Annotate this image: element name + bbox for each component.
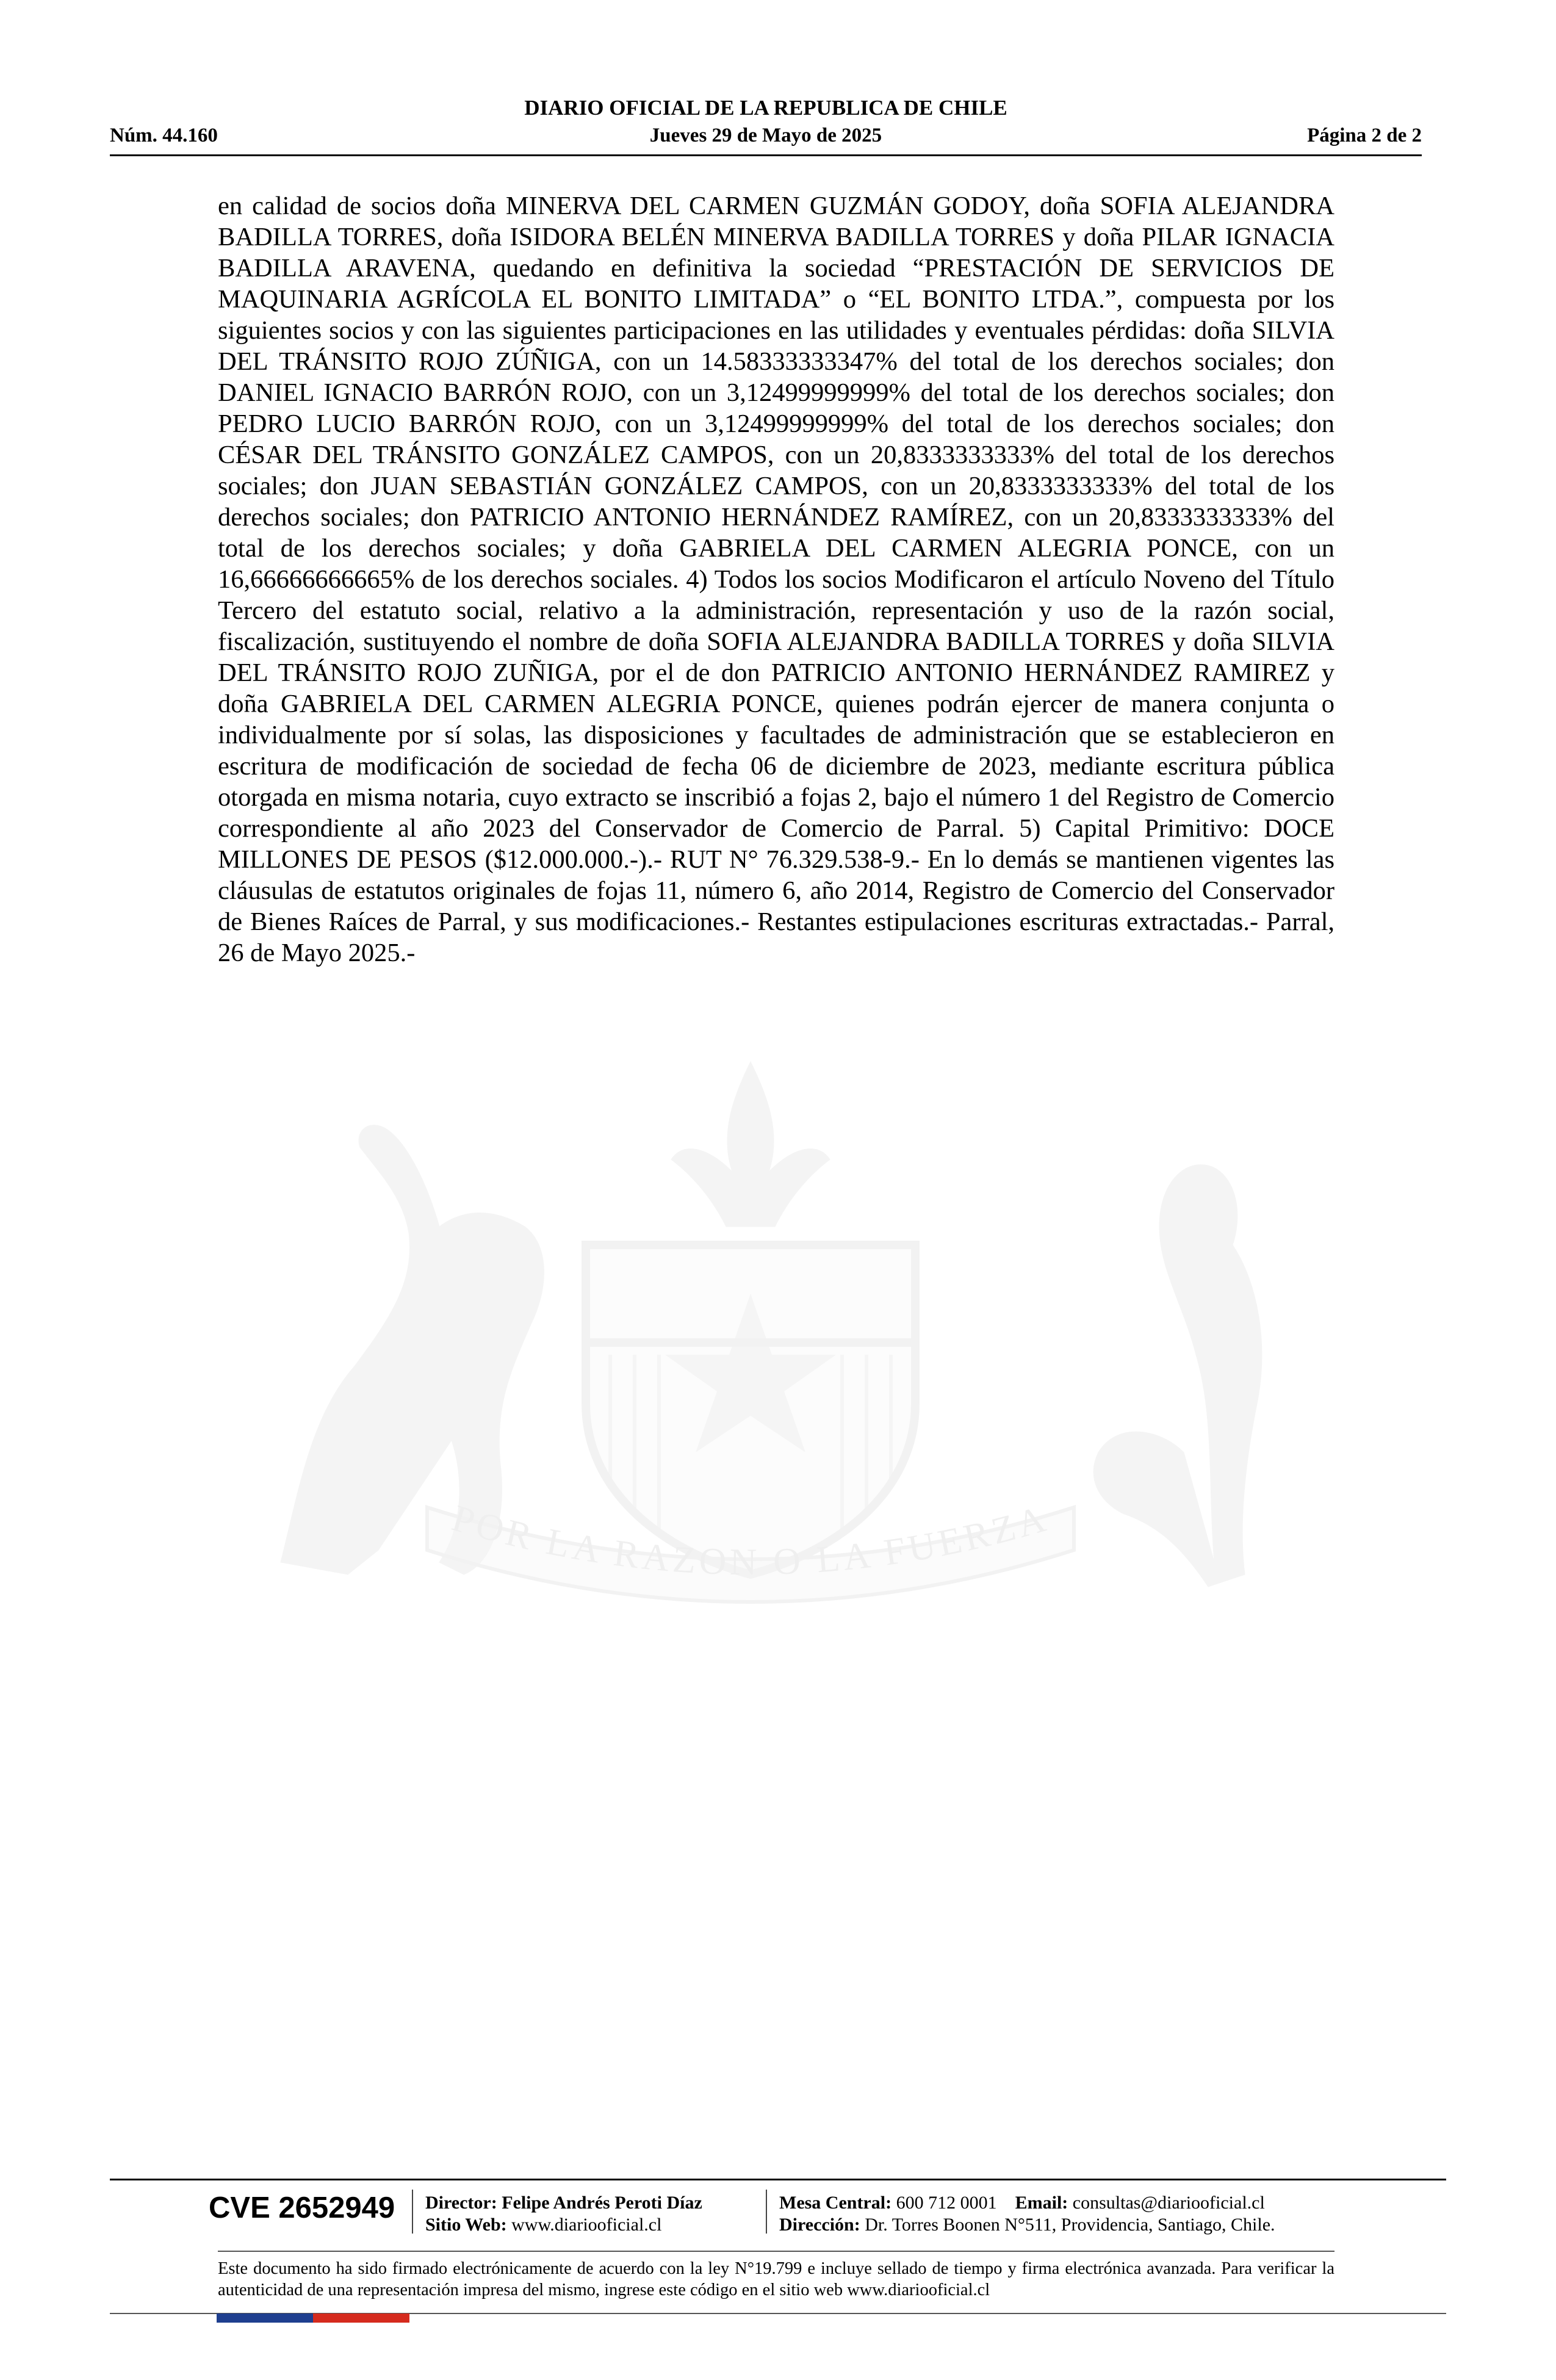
page-indicator: Página 2 de 2 (1307, 124, 1422, 146)
director-label: Director: (425, 2193, 497, 2213)
mesa-phone: 600 712 0001 (896, 2193, 997, 2213)
feather-crest (671, 1062, 830, 1227)
footer-top-rule (110, 2179, 1446, 2180)
condor-figure (1093, 1164, 1262, 1587)
footer-director-block (425, 2192, 702, 2236)
issue-date: Jueves 29 de Mayo de 2025 (649, 124, 882, 146)
footer-divider (766, 2190, 767, 2234)
issue-number: Núm. 44.160 (110, 124, 218, 146)
footer-contact-block (779, 2192, 1275, 2236)
extract-paragraph: en calidad de socios doña MINERVA DEL CARMEN GUZMÁN GODOY, doña SOFIA ALEJANDRA BADILLA TORRES, doña ISIDORA BELÉN MINERVA BADILLA TORRES y doña PILAR IGNACIA BADILLA ARAVENA, quedando en definitiva la sociedad “PRESTACIÓN DE SERVICIOS DE MAQUINARIA AGRÍCOLA EL BONITO LIMITADA” o “EL BONITO LTDA.”, compuesta por los siguientes socios y con las siguientes participaciones en las utilidades y eventuales pérdidas: doña SILVIA DEL TRÁNSITO ROJO ZÚÑIGA, con un 14.58333333347% del total de los derechos sociales; don DANIEL IGNACIO BARRÓN ROJO, con un 3,12499999999% del total de los derechos sociales; don PEDRO LUCIO BARRÓN ROJO, con un 3,12499999999% del total de los derechos sociales; don CÉSAR DEL TRÁNSITO GONZÁLEZ CAMPOS, con un 20,8333333333% del total de los derechos sociales; don JUAN SEBASTIÁN GONZÁLEZ CAMPOS, con un 20,8333333333% del total de los derechos sociales; don PATRICIO ANTONIO HERNÁNDEZ RAMÍREZ, con un 20,8333333333% del total de los derechos sociales; y doña GABRIELA DEL CARMEN ALEGRIA PONCE, con un 16,66666666665% de los derechos sociales. 4) Todos los socios Modificaron el artículo Noveno del Título Tercero del estatuto social, relativo a la administración, representación y uso de la razón social, fiscalización, sustituyendo el nombre de doña SOFIA ALEJANDRA BADILLA TORRES y doña SILVIA DEL TRÁNSITO ROJO ZUÑIGA, por el de don PATRICIO ANTONIO HERNÁNDEZ RAMIREZ y doña GABRIELA DEL CARMEN ALEGRIA PONCE, quienes podrán ejercer de manera conjunta o individualmente por sí solas, las disposiciones y facultades de administración que se establecieron en escritura de modificación de sociedad de fecha 06 de diciembre de 2023, mediante escritura pública otorgada en misma notaria, cuyo extracto se inscribió a fojas 2, bajo el número 1 del Registro de Comercio correspondiente al año 2023 del Conservador de Comercio de Parral. 5) Capital Primitivo: DOCE MILLONES DE PESOS ($12.000.000.-).- RUT N° 76.329.538-9.- En lo demás se mantienen vigentes las cláusulas de estatutos originales de fojas 11, número 6, año 2014, Registro de Comercio del Conservador de Bienes Raíces de Parral, y sus modificaciones.- Restantes estipulaciones escrituras extractadas.- Parral, 26 de Mayo 2025.- (218, 192, 1334, 967)
flag-red-band (313, 2313, 409, 2323)
address-value: Dr. Torres Boonen N°511, Providencia, Santiago, Chile. (865, 2215, 1275, 2235)
web-label: Sitio Web: (425, 2215, 507, 2235)
page-header (110, 95, 1422, 156)
huemul-figure (281, 1125, 544, 1574)
address-label: Dirección: (779, 2215, 860, 2235)
footer-mid-rule (218, 2251, 1334, 2252)
footer-divider (412, 2190, 413, 2234)
motto-text: POR LA RAZON O LA FUERZA (447, 1497, 1054, 1584)
masthead-title: DIARIO OFICIAL DE LA REPUBLICA DE CHILE (524, 96, 1007, 120)
header-rule (110, 154, 1422, 156)
legal-notice: Este documento ha sido firmado electrónicamente de acuerdo con la ley N°19.799 e incluye sellado de tiempo y firma electrónica avanzada. Para verificar la autenticidad de una representación impresa del mismo, ingrese este código en el sitio web www.diariooficial.cl (218, 2259, 1334, 2299)
chile-flag-stripe (217, 2313, 409, 2323)
email-label: Email: (1015, 2193, 1068, 2213)
web-link[interactable]: www.diariooficial.cl (511, 2215, 662, 2235)
cve-code: CVE 2652949 (209, 2191, 395, 2224)
director-name: Felipe Andrés Peroti Díaz (502, 2193, 702, 2213)
flag-blue-band (217, 2313, 313, 2323)
mesa-label: Mesa Central: (779, 2193, 892, 2213)
coat-of-arms-watermark (207, 1025, 1294, 1672)
email-link[interactable]: consultas@diariooficial.cl (1072, 2193, 1265, 2213)
